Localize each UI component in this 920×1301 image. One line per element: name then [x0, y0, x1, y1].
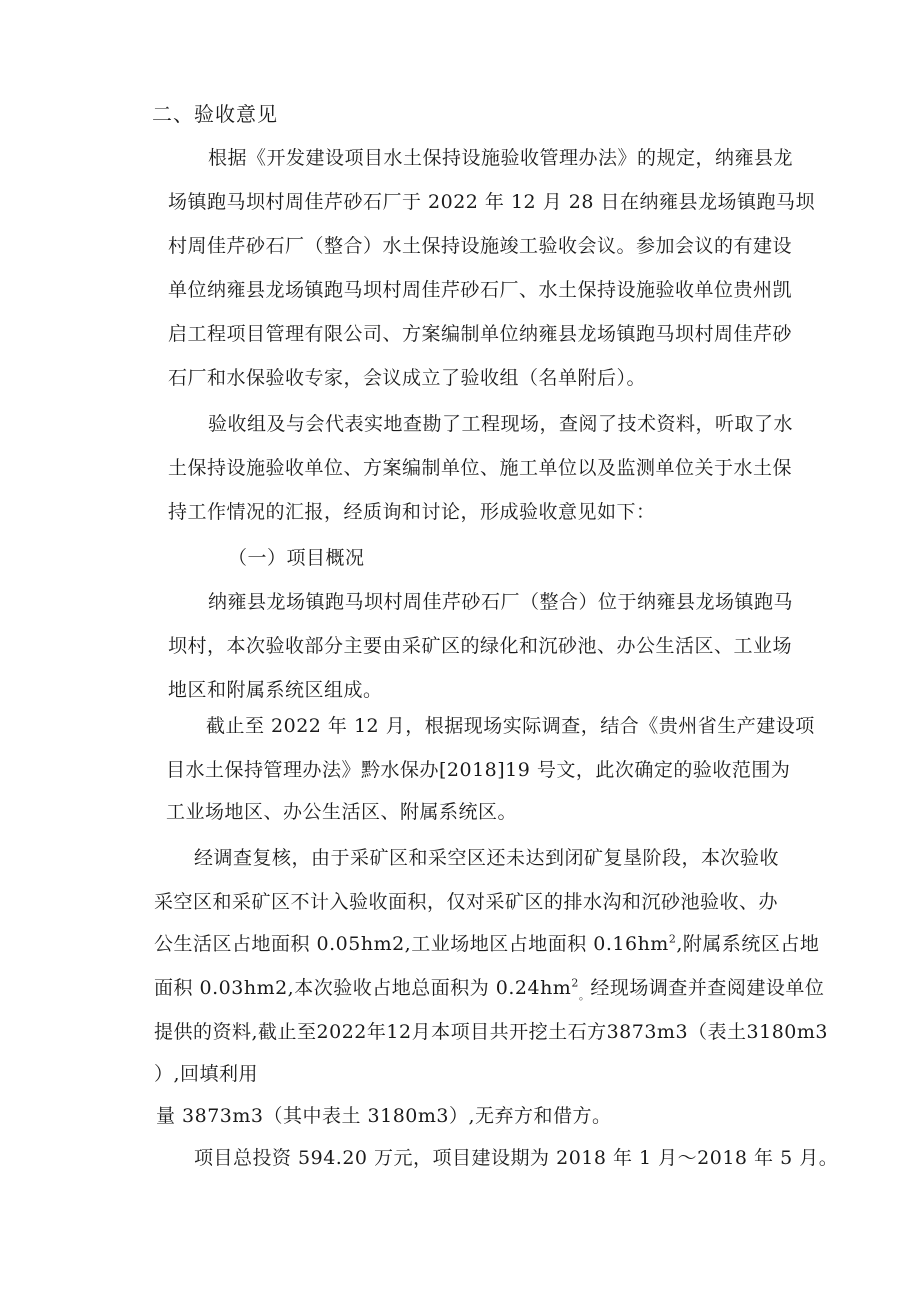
para5-line-3-text-b: ,附属系统区占地 — [676, 933, 820, 955]
para5-line-6: ）,回填利用 — [154, 1063, 259, 1085]
subheading-project-overview: （一）项目概况 — [228, 547, 365, 569]
superscript-2: 2 — [571, 976, 579, 990]
para5-line-3 — [154, 932, 819, 956]
section-heading: 二、验收意见 — [152, 102, 278, 126]
para5-line-5: 提供的资料,截止至2022年12月本项目共开挖土石方3873m3（表土3180m3 — [154, 1021, 828, 1043]
para5-line-4-text-b: 经现场调查并查阅建设单位 — [590, 977, 825, 999]
para5-line-1: 经调查复核，由于采矿区和采空区还未达到闭矿复垦阶段，本次验收 — [194, 847, 780, 869]
subscript-period: 。 — [578, 988, 591, 1002]
para1-line-3: 村周佳芹砂石厂（整合）水土保持设施竣工验收会议。参加会议的有建设 — [168, 235, 793, 257]
para3-line-3: 地区和附属系统区组成。 — [168, 679, 383, 701]
para4-line-1: 截止至 2022 年 12 月，根据现场实际调查，结合《贵州省生产建设项 — [206, 715, 815, 737]
para5-line-7: 量 3873m3（其中表土 3180m3）,无弃方和借方。 — [156, 1105, 612, 1127]
para3-line-1: 纳雍县龙场镇跑马坝村周佳芹砂石厂（整合）位于纳雍县龙场镇跑马 — [208, 591, 794, 613]
para6-line-1: 项目总投资 594.20 万元，项目建设期为 2018 年 1 月～2018 年 5 月。 — [194, 1147, 839, 1169]
para5-line-3-text-a: 公生活区占地面积 0.05hm2,工业场地区占地面积 0.16hm — [154, 933, 669, 955]
para2-line-1: 验收组及与会代表实地查勘了工程现场，查阅了技术资料，听取了水 — [208, 413, 794, 435]
para5-line-4-text-a: 面积 0.03hm2,本次验收占地总面积为 0.24hm — [154, 977, 572, 999]
para5-line-2: 采空区和采矿区不计入验收面积，仅对采矿区的排水沟和沉砂池验收、办 — [154, 891, 779, 913]
para1-line-1: 根据《开发建设项目水土保持设施验收管理办法》的规定，纳雍县龙 — [208, 147, 794, 169]
para1-line-5: 启工程项目管理有限公司、方案编制单位纳雍县龙场镇跑马坝村周佳芹砂 — [168, 323, 793, 345]
para5-line-4 — [154, 976, 824, 1000]
para3-line-2: 坝村，本次验收部分主要由采矿区的绿化和沉砂池、办公生活区、工业场 — [168, 635, 793, 657]
para2-line-3: 持工作情况的汇报，经质询和讨论，形成验收意见如下： — [168, 501, 656, 523]
superscript-2: 2 — [668, 932, 677, 946]
para1-line-2: 场镇跑马坝村周佳芹砂石厂于 2022 年 12 月 28 日在纳雍县龙场镇跑马坝 — [168, 191, 815, 213]
para4-line-2: 目水土保持管理办法》黔水保办[2018]19 号文，此次确定的验收范围为 — [166, 759, 791, 781]
para1-line-4: 单位纳雍县龙场镇跑马坝村周佳芹砂石厂、水土保持设施验收单位贵州凯 — [168, 279, 793, 301]
para2-line-2: 土保持设施验收单位、方案编制单位、施工单位以及监测单位关于水土保 — [168, 457, 793, 479]
para1-line-6: 石厂和水保验收专家，会议成立了验收组（名单附后）。 — [168, 367, 647, 389]
para4-line-3: 工业场地区、办公生活区、附属系统区。 — [166, 801, 518, 823]
